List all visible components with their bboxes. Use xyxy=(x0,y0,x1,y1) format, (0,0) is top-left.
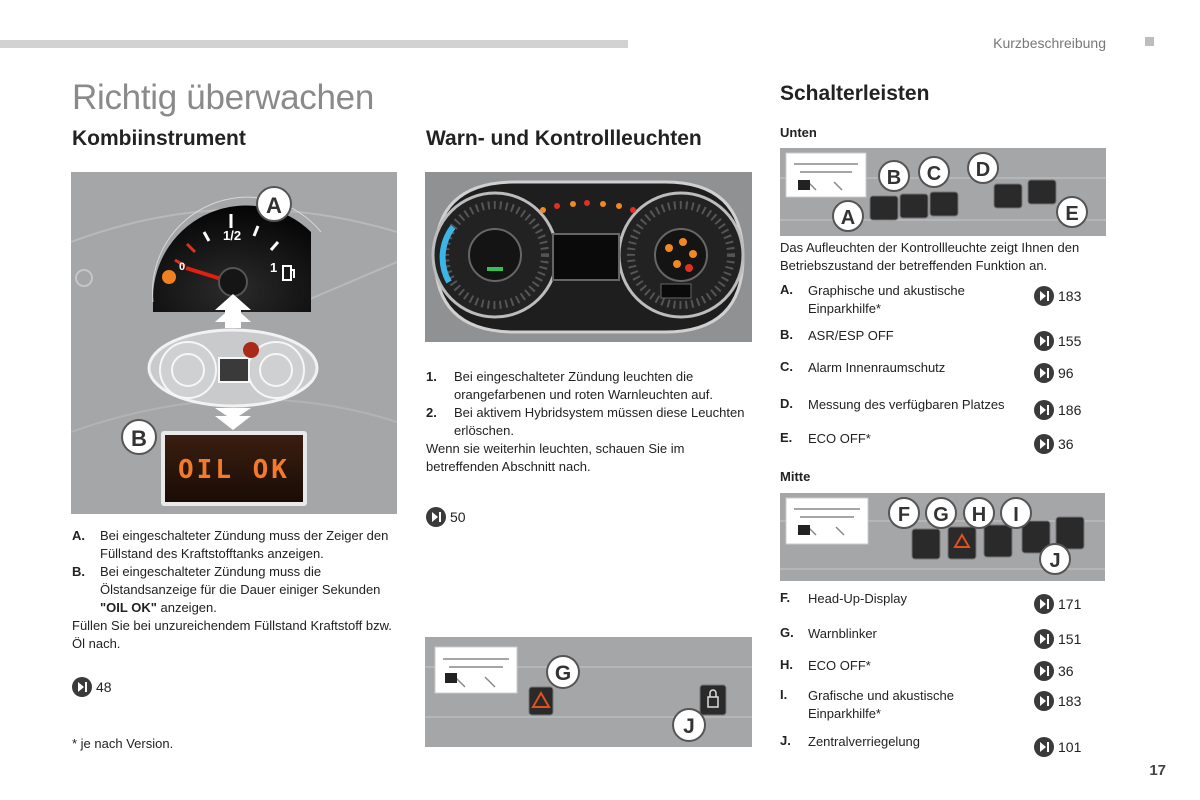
page-ref-icon xyxy=(72,677,92,697)
kombiinstrument-title: Kombiinstrument xyxy=(72,127,246,150)
page-ref-a[interactable]: 183 xyxy=(1034,286,1081,306)
badge-g xyxy=(547,656,579,688)
arrow-down-icon xyxy=(215,408,251,430)
console-switches-photo xyxy=(425,637,752,747)
badge-center-i xyxy=(1001,498,1031,528)
page-ref-b[interactable]: 155 xyxy=(1034,331,1081,351)
gauge-mark-full: 1 xyxy=(270,260,278,275)
page-title: Richtig überwachen xyxy=(72,78,374,117)
switch-row-h: H. ECO OFF* 36 xyxy=(780,657,1074,679)
section-marker xyxy=(1145,37,1154,46)
svg-text:J: J xyxy=(683,715,695,738)
page-ref-i[interactable]: 183 xyxy=(1034,691,1081,711)
switch-row-i: I. Grafische und akustische Einparkhilfe* 183 xyxy=(780,687,1082,721)
svg-text:F: F xyxy=(897,504,911,526)
badge-center-h xyxy=(964,498,994,528)
badge-center-f xyxy=(889,498,919,528)
col2-page-ref[interactable]: 50 xyxy=(426,507,466,527)
badge-center-g xyxy=(926,498,956,528)
col3-intro: Das Aufleuchten der Kontrollleuchte zeigt Ihnen den Betriebszustand der betreffenden Funktion an. xyxy=(780,240,1080,273)
instrument-cluster-illustration xyxy=(71,172,397,514)
page-ref-icon xyxy=(1034,331,1054,351)
section-label: Kurzbeschreibung xyxy=(993,35,1106,51)
svg-text:A: A xyxy=(266,193,282,218)
badge-lower-b xyxy=(879,161,909,191)
page-ref-f[interactable]: 171 xyxy=(1034,594,1081,614)
col2-item-2: 2. Bei aktivem Hybridsystem müssen diese Leuchten erlöschen. xyxy=(426,405,745,438)
col2-list xyxy=(426,368,752,440)
badge-lower-e xyxy=(1057,197,1087,227)
page-ref-icon xyxy=(1034,691,1054,711)
badge-lower-c xyxy=(919,157,949,187)
badge-b xyxy=(122,420,156,454)
dashboard-photo xyxy=(425,172,752,342)
svg-text:A: A xyxy=(840,207,856,229)
badge-lower-d xyxy=(968,153,998,183)
page-ref-icon xyxy=(1034,737,1054,757)
svg-text:D: D xyxy=(975,159,991,181)
badge-a xyxy=(257,187,291,221)
page-ref-icon xyxy=(1034,363,1054,383)
gauge-mark-half: 1/2 xyxy=(223,228,242,243)
col1-item-b: B. Bei eingeschalteter Zündung muss die Ölstandsanzeige für die Dauer einiger Sekunden "OIL OK" anzeigen. xyxy=(72,564,381,615)
col2-item-1: 1. Bei eingeschalteter Zündung leuchten die orangefarbenen und roten Warnleuchten auf. xyxy=(426,369,713,402)
col1-page-ref[interactable]: 48 xyxy=(72,677,112,697)
svg-text:H: H xyxy=(971,504,987,526)
page-ref-icon xyxy=(1034,629,1054,649)
switch-row-c: C. Alarm Innenraumschutz 96 xyxy=(780,359,1074,381)
gauge-mark-empty: 0 xyxy=(179,261,186,273)
page-ref-icon xyxy=(1034,661,1054,681)
switch-row-b: B. ASR/ESP OFF 155 xyxy=(780,327,1082,349)
page-number: 17 xyxy=(1149,762,1166,779)
page-ref-icon xyxy=(1034,594,1054,614)
switch-row-g: G. Warnblinker 151 xyxy=(780,625,1082,647)
page-ref-icon xyxy=(426,507,446,527)
page-ref-g[interactable]: 151 xyxy=(1034,629,1081,649)
col2-note: Wenn sie weiterhin leuchten, schauen Sie im betreffenden Abschnitt nach. xyxy=(426,441,685,474)
unten-label: Unten xyxy=(780,125,817,140)
svg-text:C: C xyxy=(926,163,942,185)
footnote: * je nach Version. xyxy=(72,736,174,751)
cluster-graphic xyxy=(71,172,397,514)
badge-lower-a xyxy=(833,201,863,231)
oil-ok-display-text: OIL OK xyxy=(178,455,290,485)
dashboard-graphic xyxy=(425,172,752,342)
page-ref-e[interactable]: 36 xyxy=(1034,434,1074,454)
fuel-warning-lamp-icon xyxy=(162,270,176,284)
switch-row-j: J. Zentralverriegelung 101 xyxy=(780,733,1082,755)
col1-list xyxy=(72,527,398,617)
page-ref-j[interactable]: 101 xyxy=(1034,737,1081,757)
svg-text:I: I xyxy=(1013,504,1019,526)
col1-item-a: A. Bei eingeschalteter Zündung muss der Zeiger den Füllstand des Kraftstofftanks anzeigen. xyxy=(72,528,389,561)
badge-center-j xyxy=(1040,544,1070,574)
schalterleisten-title: Schalterleisten xyxy=(780,82,930,105)
lower-switch-graphic xyxy=(780,148,1106,236)
page-ref-icon xyxy=(1034,434,1054,454)
switch-row-d: D. Messung des verfügbaren Platzes 186 xyxy=(780,396,1082,418)
switch-row-a: A. Graphische und akustische Einparkhilfe* 183 xyxy=(780,282,1082,316)
page-ref-c[interactable]: 96 xyxy=(1034,363,1074,383)
svg-text:G: G xyxy=(554,662,572,685)
mitte-label: Mitte xyxy=(780,469,811,484)
svg-text:B: B xyxy=(131,426,147,451)
lower-switch-panel-photo xyxy=(780,148,1106,236)
console-switches-graphic xyxy=(425,637,752,747)
warnleuchten-title: Warn- und Kontrollleuchten xyxy=(426,127,702,150)
switch-row-f: F. Head-Up-Display 171 xyxy=(780,590,1082,612)
page-ref-icon xyxy=(1034,400,1054,420)
svg-text:J: J xyxy=(1049,550,1061,572)
svg-text:G: G xyxy=(933,504,949,526)
col1-note: Füllen Sie bei unzureichendem Füllstand Kraftstoff bzw. Öl nach. xyxy=(72,618,392,651)
svg-text:E: E xyxy=(1065,203,1079,225)
page-ref-icon xyxy=(1034,286,1054,306)
switch-row-e: E. ECO OFF* 36 xyxy=(780,430,1074,452)
center-switch-panel-photo xyxy=(780,493,1105,581)
svg-text:B: B xyxy=(886,167,902,189)
header-bar xyxy=(0,40,628,48)
badge-j xyxy=(673,709,705,741)
center-switch-graphic xyxy=(780,493,1105,581)
page-ref-d[interactable]: 186 xyxy=(1034,400,1081,420)
page-ref-h[interactable]: 36 xyxy=(1034,661,1074,681)
